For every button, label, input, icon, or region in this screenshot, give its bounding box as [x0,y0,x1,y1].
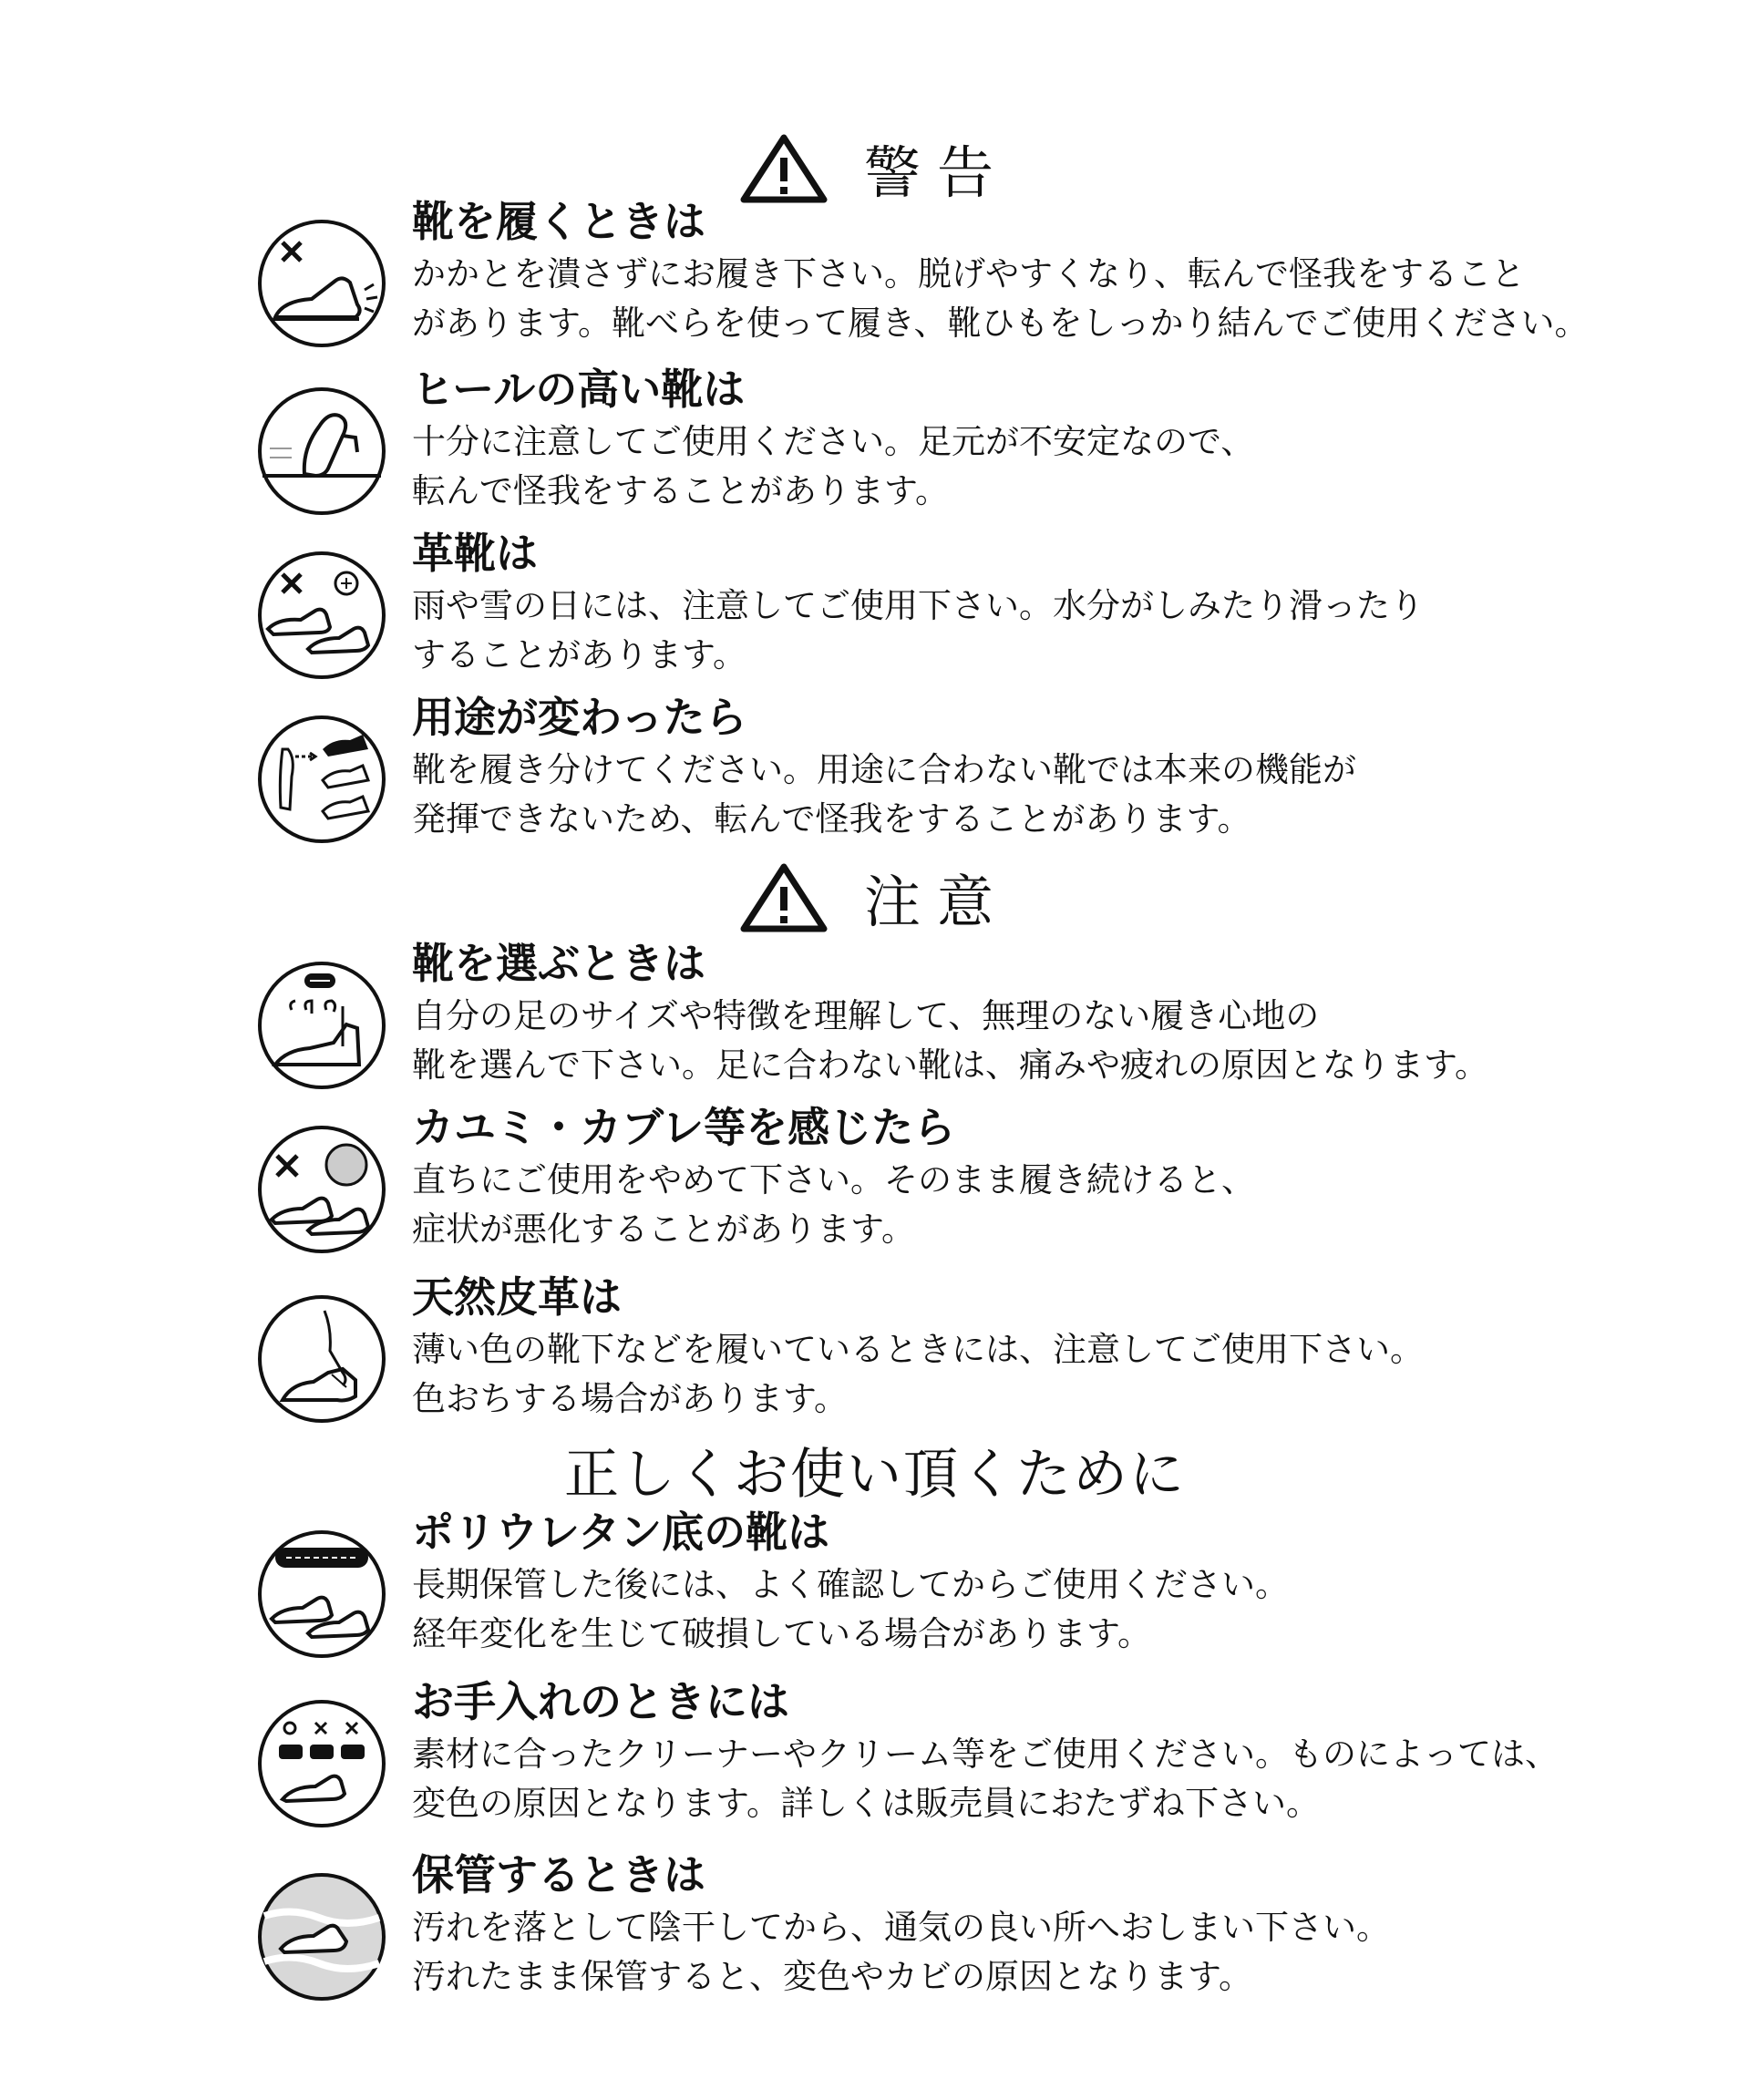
notice-line: かかとを潰さずにお履き下さい。脱げやすくなり、転んで怪我をすること [412,254,1525,293]
notice-line: 薄い色の靴下などを履いているときには、注意してご使用下さい。 [412,1330,1424,1369]
shoe-purpose-icon [255,713,388,846]
heel-crush-warning-icon [255,217,388,350]
notice-line: 経年変化を生じて破損している場合があります。 [412,1614,1152,1653]
notice-item-leather-shoes [246,525,1522,680]
storage-icon [255,1870,388,2003]
notice-title: 靴を履くときは [412,197,705,246]
notice-title: ヒールの高い靴は [412,365,746,414]
high-heel-icon [255,385,388,518]
caution-triangle-icon [740,863,828,932]
polyurethane-sole-icon [255,1528,388,1661]
notice-title: 天然皮革は [412,1272,622,1322]
notice-line: 長期保管した後には、よく確認してからご使用ください。 [412,1565,1289,1604]
notice-item-choosing [246,935,1522,1090]
notice-title: 保管するときは [412,1850,705,1899]
notice-item-wearing [246,193,1589,348]
notice-line: 汚れを落として陰干してから、通気の良い所へおしまい下さい。 [412,1908,1390,1947]
natural-leather-icon [255,1292,388,1426]
warning-title: 警告 [863,139,1010,206]
notice-line: 色おちする場合があります。 [412,1379,849,1418]
notice-line: 靴を選んで下さい。足に合わない靴は、痛みや疲れの原因となります。 [412,1045,1489,1085]
notice-title: お手入れのときには [412,1677,789,1726]
notice-item-itch [246,1099,1522,1254]
notice-line: があります。靴べらを使って履き、靴ひもをしっかり結んでご使用ください。 [412,304,1589,343]
notice-title: 靴を選ぶときは [412,939,705,988]
notice-line: 直ちにご使用をやめて下さい。そのまま履き続けると、 [412,1160,1255,1199]
itch-rash-icon [255,1123,388,1256]
notice-item-storage [246,1847,1522,2002]
caution-title: 注意 [863,869,1010,935]
notice-line: 自分の足のサイズや特徴を理解して、無理のない履き心地の [412,996,1320,1035]
notice-title: 革靴は [412,529,538,578]
caution-header [0,857,1750,938]
leather-shoe-rain-icon [255,549,388,682]
notice-line: することがあります。 [412,635,747,674]
notice-title: 用途が変わったら [412,693,747,742]
notice-line: 汚れたまま保管すると、変色やカビの原因となります。 [412,1957,1253,1996]
shoe-care-icon [255,1697,388,1830]
notice-item-natural-leather [246,1269,1522,1424]
proper-use-title: 正しくお使い頂くために [564,1443,1186,1507]
foot-size-icon [255,959,388,1092]
notice-line: 雨や雪の日には、注意してご使用下さい。水分がしみたり滑ったり [412,586,1424,625]
notice-line: 素材に合ったクリーナーやクリーム等をご使用ください。ものによっては、 [412,1735,1559,1774]
notice-line: 症状が悪化することがあります。 [412,1210,916,1249]
notice-item-polyurethane [246,1504,1522,1659]
notice-line: 十分に注意してご使用ください。足元が不安定なので、 [412,422,1255,461]
notice-line: 転んで怪我をすることがあります。 [412,471,950,510]
notice-line: 靴を履き分けてください。用途に合わない靴では本来の機能が [412,750,1356,789]
notice-item-purpose [246,689,1522,844]
notice-line: 発揮できないため、転んで怪我をすることがあります。 [412,799,1251,839]
notice-item-shoe-care [246,1673,1559,1828]
notice-item-high-heels [246,361,1522,516]
notice-title: ポリウレタン底の靴は [412,1508,830,1557]
notice-title: カユミ・カブレ等を感じたら [412,1103,956,1152]
notice-line: 変色の原因となります。詳しくは販売員におたずね下さい。 [412,1784,1321,1823]
